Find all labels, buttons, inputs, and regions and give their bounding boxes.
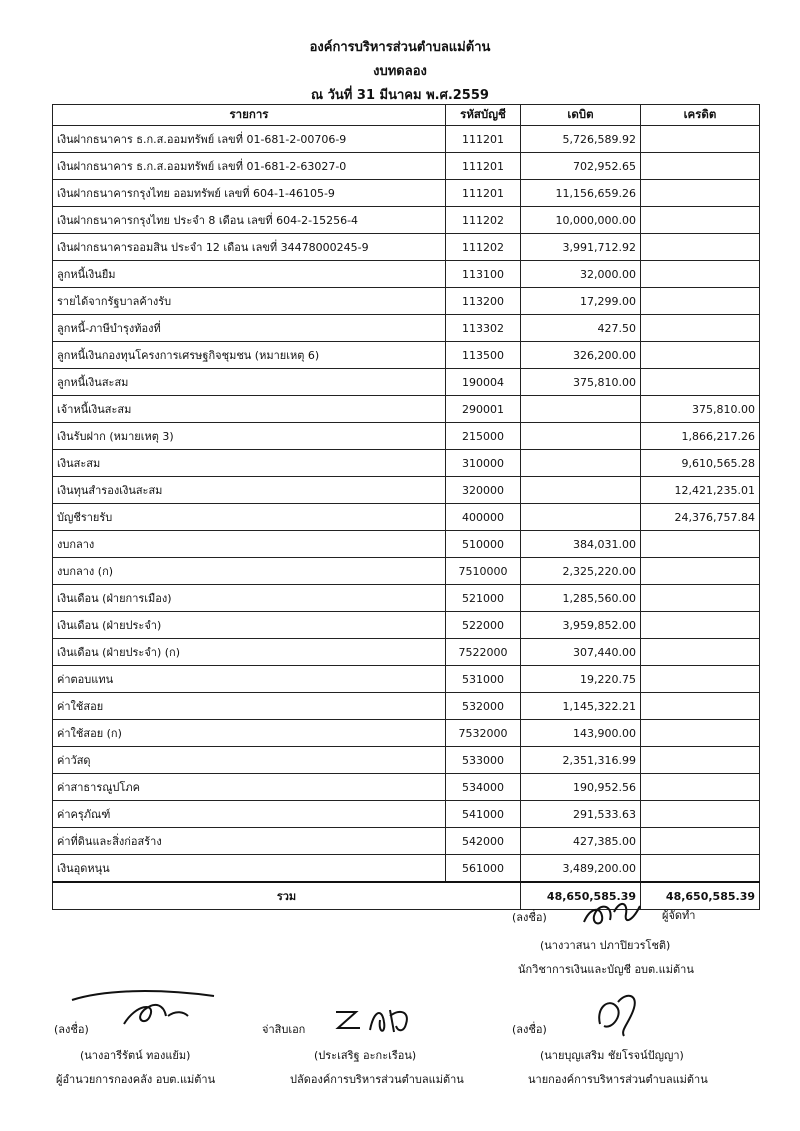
row-debit: 1,285,560.00 [521, 585, 641, 612]
row-account-code: 521000 [446, 585, 521, 612]
row-credit [641, 531, 760, 558]
row-credit [641, 558, 760, 585]
row-debit: 190,952.56 [521, 774, 641, 801]
table-row [53, 477, 760, 504]
chief-signature [590, 990, 650, 1040]
row-debit: 32,000.00 [521, 261, 641, 288]
row-account-code: 111202 [446, 234, 521, 261]
row-account-code: 310000 [446, 450, 521, 477]
row-credit [641, 153, 760, 180]
total-debit: 48,650,585.39 [521, 882, 641, 910]
table-row [53, 126, 760, 153]
row-account-code: 320000 [446, 477, 521, 504]
document-title: งบทดลอง [373, 64, 427, 79]
row-debit: 291,533.63 [521, 801, 641, 828]
row-item: เงินสะสม [53, 450, 446, 477]
row-credit [641, 342, 760, 369]
preparer-sign-label: (ลงชื่อ) [512, 911, 547, 924]
row-item: เงินฝากธนาคารกรุงไทย ออมทรัพย์ เลขที่ 604-1-46105-9 [53, 180, 446, 207]
row-item: เงินเดือน (ฝ่ายการเมือง) [53, 585, 446, 612]
preparer-role-tag: ผู้จัดทำ [662, 909, 696, 922]
row-item: ค่าตอบแทน [53, 666, 446, 693]
row-credit [641, 666, 760, 693]
row-credit [641, 612, 760, 639]
row-item: ค่าใช้สอย [53, 693, 446, 720]
row-item: ค่าที่ดินและสิ่งก่อสร้าง [53, 828, 446, 855]
total-label: รวม [53, 882, 521, 910]
table-row [53, 558, 760, 585]
row-debit: 11,156,659.26 [521, 180, 641, 207]
chief-sign-label: (ลงชื่อ) [512, 1023, 547, 1036]
table-header-row [53, 105, 760, 126]
finance-name: (นางอารีรัตน์ ทองแย้ม) [80, 1049, 191, 1062]
row-credit [641, 315, 760, 342]
row-item: ลูกหนี้เงินยืม [53, 261, 446, 288]
chief-name: (นายบุญเสริม ชัยโรจน์ปัญญา) [540, 1049, 684, 1062]
row-debit: 2,325,220.00 [521, 558, 641, 585]
table-row [53, 207, 760, 234]
row-item: เงินอุดหนุน [53, 855, 446, 883]
finance-signature [64, 986, 224, 1030]
trial-balance-table [52, 104, 760, 910]
row-debit: 19,220.75 [521, 666, 641, 693]
row-credit [641, 693, 760, 720]
table-row [53, 720, 760, 747]
table-row [53, 288, 760, 315]
col-header-debit: เดบิต [521, 105, 641, 126]
table-row [53, 180, 760, 207]
row-account-code: 7532000 [446, 720, 521, 747]
row-credit [641, 369, 760, 396]
row-debit: 326,200.00 [521, 342, 641, 369]
row-debit: 5,726,589.92 [521, 126, 641, 153]
row-item: เจ้าหนี้เงินสะสม [53, 396, 446, 423]
row-account-code: 111201 [446, 126, 521, 153]
row-account-code: 522000 [446, 612, 521, 639]
table-row [53, 504, 760, 531]
clerk-position: ปลัดองค์การบริหารส่วนตำบลแม่ต้าน [290, 1073, 464, 1086]
row-item: ค่าใช้สอย (ก) [53, 720, 446, 747]
row-item: งบกลาง [53, 531, 446, 558]
row-account-code: 190004 [446, 369, 521, 396]
row-credit [641, 639, 760, 666]
row-debit: 3,991,712.92 [521, 234, 641, 261]
row-item: ลูกหนี้เงินกองทุนโครงการเศรษฐกิจชุมชน (หมายเหตุ 6) [53, 342, 446, 369]
total-credit: 48,650,585.39 [641, 882, 760, 910]
row-credit [641, 207, 760, 234]
row-account-code: 532000 [446, 693, 521, 720]
row-debit: 17,299.00 [521, 288, 641, 315]
row-credit [641, 234, 760, 261]
col-header-code: รหัสบัญชี [446, 105, 521, 126]
row-item: ค่าวัสดุ [53, 747, 446, 774]
row-account-code: 111201 [446, 180, 521, 207]
row-account-code: 290001 [446, 396, 521, 423]
row-item: เงินฝากธนาคารกรุงไทย ประจำ 8 เดือน เลขที่ 604-2-15256-4 [53, 207, 446, 234]
row-credit [641, 261, 760, 288]
row-item: รายได้จากรัฐบาลค้างรับ [53, 288, 446, 315]
row-debit: 307,440.00 [521, 639, 641, 666]
row-item: เงินฝากธนาคาร ธ.ก.ส.ออมทรัพย์ เลขที่ 01-681-2-63027-0 [53, 153, 446, 180]
finance-sign-label: (ลงชื่อ) [54, 1023, 89, 1036]
row-debit: 427,385.00 [521, 828, 641, 855]
row-item: ค่าสาธารณูปโภค [53, 774, 446, 801]
row-credit [641, 720, 760, 747]
row-debit: 1,145,322.21 [521, 693, 641, 720]
row-debit: 702,952.65 [521, 153, 641, 180]
clerk-rank: จ่าสิบเอก [262, 1023, 306, 1036]
row-credit [641, 801, 760, 828]
table-row [53, 234, 760, 261]
row-debit: 3,489,200.00 [521, 855, 641, 883]
row-item: ลูกหนี้-ภาษีบำรุงท้องที่ [53, 315, 446, 342]
row-account-code: 542000 [446, 828, 521, 855]
row-credit [641, 855, 760, 883]
row-item: งบกลาง (ก) [53, 558, 446, 585]
row-credit: 1,866,217.26 [641, 423, 760, 450]
row-account-code: 113302 [446, 315, 521, 342]
preparer-signature [580, 896, 650, 930]
row-item: เงินรับฝาก (หมายเหตุ 3) [53, 423, 446, 450]
table-row [53, 423, 760, 450]
row-debit [521, 504, 641, 531]
row-credit: 24,376,757.84 [641, 504, 760, 531]
row-account-code: 531000 [446, 666, 521, 693]
table-row [53, 261, 760, 288]
total-row [53, 882, 760, 910]
chief-position: นายกองค์การบริหารส่วนตำบลแม่ต้าน [528, 1073, 708, 1086]
row-account-code: 561000 [446, 855, 521, 883]
row-debit: 3,959,852.00 [521, 612, 641, 639]
row-account-code: 111202 [446, 207, 521, 234]
col-header-item: รายการ [53, 105, 446, 126]
row-account-code: 111201 [446, 153, 521, 180]
row-item: บัญชีรายรับ [53, 504, 446, 531]
row-item: เงินทุนสำรองเงินสะสม [53, 477, 446, 504]
row-debit [521, 396, 641, 423]
table-row [53, 585, 760, 612]
clerk-signature [330, 1002, 420, 1038]
row-debit [521, 423, 641, 450]
table-row [53, 396, 760, 423]
row-debit: 384,031.00 [521, 531, 641, 558]
row-account-code: 7510000 [446, 558, 521, 585]
row-item: เงินฝากธนาคาร ธ.ก.ส.ออมทรัพย์ เลขที่ 01-681-2-00706-9 [53, 126, 446, 153]
report-date: ณ วันที่ 31 มีนาคม พ.ศ.2559 [311, 88, 489, 103]
row-item: เงินฝากธนาคารออมสิน ประจำ 12 เดือน เลขที่ 34478000245-9 [53, 234, 446, 261]
row-credit [641, 288, 760, 315]
clerk-name: (ประเสริฐ อะกะเรือน) [314, 1049, 417, 1062]
row-credit [641, 774, 760, 801]
row-item: เงินเดือน (ฝ่ายประจำ) (ก) [53, 639, 446, 666]
row-debit [521, 477, 641, 504]
row-credit [641, 828, 760, 855]
table-row [53, 315, 760, 342]
col-header-credit: เครดิต [641, 105, 760, 126]
row-debit: 427.50 [521, 315, 641, 342]
row-credit [641, 747, 760, 774]
table-row [53, 828, 760, 855]
row-account-code: 400000 [446, 504, 521, 531]
row-credit [641, 126, 760, 153]
table-row [53, 855, 760, 883]
row-credit: 9,610,565.28 [641, 450, 760, 477]
table-row [53, 747, 760, 774]
row-account-code: 541000 [446, 801, 521, 828]
row-credit: 12,421,235.01 [641, 477, 760, 504]
table-row [53, 153, 760, 180]
row-account-code: 7522000 [446, 639, 521, 666]
preparer-position: นักวิชาการเงินและบัญชี อบต.แม่ต้าน [518, 963, 694, 976]
row-account-code: 533000 [446, 747, 521, 774]
row-credit [641, 585, 760, 612]
table-row [53, 774, 760, 801]
table-row [53, 342, 760, 369]
row-item: ลูกหนี้เงินสะสม [53, 369, 446, 396]
row-debit: 375,810.00 [521, 369, 641, 396]
row-credit [641, 180, 760, 207]
row-debit: 10,000,000.00 [521, 207, 641, 234]
row-debit [521, 450, 641, 477]
table-row [53, 801, 760, 828]
row-debit: 2,351,316.99 [521, 747, 641, 774]
row-account-code: 534000 [446, 774, 521, 801]
row-item: เงินเดือน (ฝ่ายประจำ) [53, 612, 446, 639]
row-credit: 375,810.00 [641, 396, 760, 423]
table-row [53, 693, 760, 720]
table-row [53, 612, 760, 639]
table-row [53, 639, 760, 666]
row-account-code: 113500 [446, 342, 521, 369]
finance-position: ผู้อำนวยการกองคลัง อบต.แม่ต้าน [56, 1073, 216, 1086]
org-name: องค์การบริหารส่วนตำบลแม่ต้าน [309, 40, 491, 55]
table-row [53, 531, 760, 558]
row-account-code: 113100 [446, 261, 521, 288]
row-account-code: 510000 [446, 531, 521, 558]
table-row [53, 666, 760, 693]
row-item: ค่าครุภัณฑ์ [53, 801, 446, 828]
row-account-code: 113200 [446, 288, 521, 315]
preparer-name: (นางวาสนา ปภาปิยวรโชติ) [540, 939, 671, 952]
row-debit: 143,900.00 [521, 720, 641, 747]
table-row [53, 450, 760, 477]
row-account-code: 215000 [446, 423, 521, 450]
table-row [53, 369, 760, 396]
